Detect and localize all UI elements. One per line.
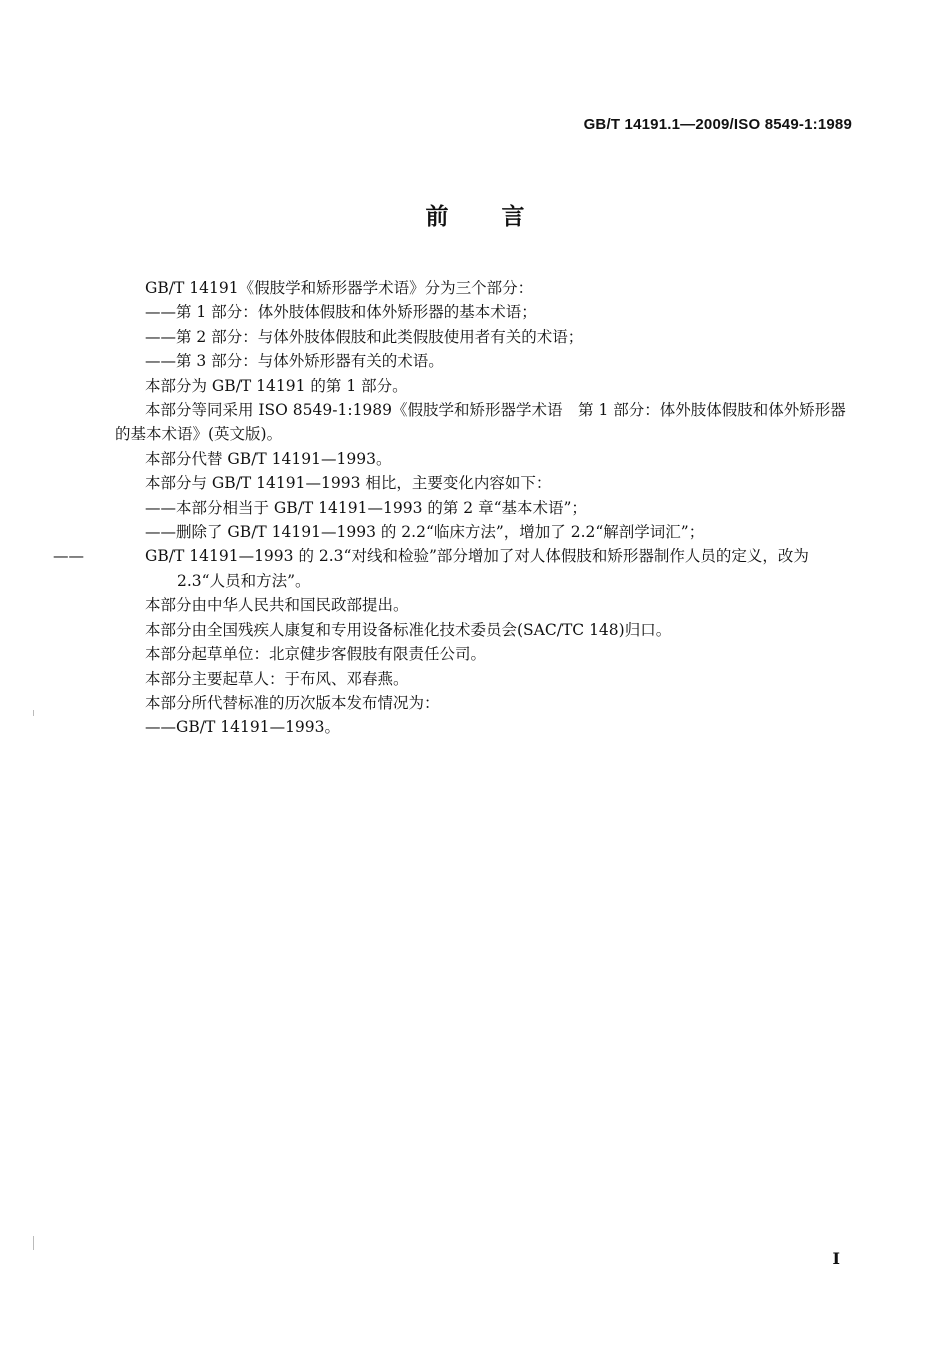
scan-artifact bbox=[33, 1236, 34, 1250]
paragraph-history-intro: 本部分所代替标准的历次版本发布情况为： bbox=[145, 693, 440, 712]
paragraph-equivalent-standard: 本部分等同采用 ISO 8549-1:1989《假肢学和矫形器学术语 第 1 部分：体外肢体假肢和体外矫形器的基本术语》(英文版)。 bbox=[115, 401, 846, 444]
paragraph-committee: 本部分由全国残疾人康复和专用设备标准化技术委员会(SAC/TC 148)归口。 bbox=[145, 620, 672, 639]
foreword-body bbox=[53, 276, 855, 740]
section-title-foreword bbox=[0, 198, 950, 231]
paragraph-part-identity: 本部分为 GB/T 14191 的第 1 部分。 bbox=[145, 376, 408, 395]
list-item-change-1: ——本部分相当于 GB/T 14191—1993 的第 2 章“基本术语”； bbox=[145, 498, 587, 517]
list-item-part-2: ——第 2 部分：与体外肢体假肢和此类假肢使用者有关的术语； bbox=[145, 327, 584, 346]
scan-artifact bbox=[33, 710, 34, 716]
dash-lead: —— bbox=[53, 547, 84, 566]
paragraph-proposer: 本部分由中华人民共和国民政部提出。 bbox=[145, 596, 409, 615]
change-3-text: GB/T 14191—1993 的 2.3“对线和检验”部分增加了对人体假肢和矫形器制作人员的定义，改为 2.3“人员和方法”。 bbox=[145, 547, 809, 590]
standard-code-header: GB/T 14191.1—2009/ISO 8549-1:1989 bbox=[583, 116, 852, 133]
paragraph-replaces: 本部分代替 GB/T 14191—1993。 bbox=[145, 449, 392, 468]
list-item-part-3: ——第 3 部分：与体外矫形器有关的术语。 bbox=[145, 352, 444, 371]
title-char-1: 前 bbox=[425, 204, 449, 230]
title-char-2: 言 bbox=[501, 204, 525, 230]
page-number: I bbox=[832, 1249, 840, 1268]
list-item-history-1: ——GB/T 14191—1993。 bbox=[145, 718, 341, 737]
paragraph-changes-intro: 本部分与 GB/T 14191—1993 相比，主要变化内容如下： bbox=[145, 474, 552, 493]
list-item-change-2: ——删除了 GB/T 14191—1993 的 2.2“临床方法”，增加了 2.2“解剖学词汇”； bbox=[145, 523, 705, 542]
list-item-part-1: ——第 1 部分：体外肢体假肢和体外矫形器的基本术语； bbox=[145, 303, 537, 322]
paragraph-drafting-unit: 本部分起草单位：北京健步客假肢有限责任公司。 bbox=[145, 645, 487, 664]
list-item-change-3 bbox=[53, 544, 855, 593]
paragraph-drafters: 本部分主要起草人：于布风、邓春燕。 bbox=[145, 669, 409, 688]
paragraph-parts-intro: GB/T 14191《假肢学和矫形器学术语》分为三个部分： bbox=[145, 279, 534, 297]
